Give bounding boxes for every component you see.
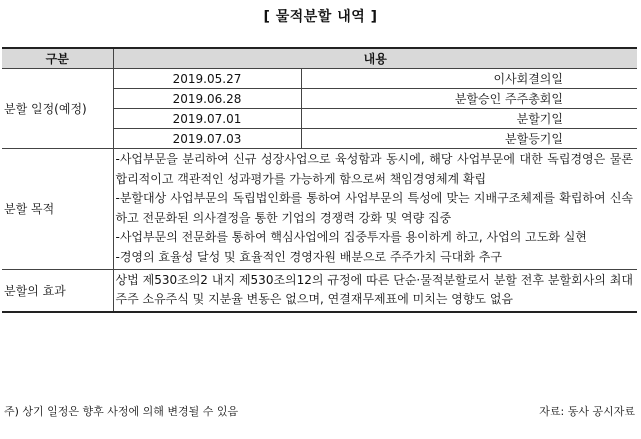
schedule-date: 2019.07.01 [113, 109, 301, 129]
purpose-row [2, 149, 637, 270]
effect-row [2, 269, 637, 312]
purpose-item: -경영의 효율성 달성 및 효율적인 경영자원 배분으로 주주가치 극대화 추구 [115, 249, 502, 264]
footnote: 주) 상기 일정은 향후 사정에 의해 변경될 수 있음 [4, 405, 239, 418]
table-header-row [2, 48, 637, 69]
schedule-event: 분할등기일 [301, 129, 637, 149]
purpose-content [113, 149, 637, 270]
purpose-label: 분할 목적 [2, 149, 113, 270]
document-title: [ 물적분할 내역 ] [263, 9, 378, 25]
purpose-item: -사업부문의 전문화를 통하여 핵심사업에의 집중투자를 용이하게 하고, 사업의 고도화 실현 [115, 230, 587, 245]
schedule-date: 2019.05.27 [113, 69, 301, 89]
split-details-table [2, 47, 637, 313]
schedule-date: 2019.06.28 [113, 89, 301, 109]
schedule-date: 2019.07.03 [113, 129, 301, 149]
schedule-event: 분할기일 [301, 109, 637, 129]
header-category: 구분 [2, 48, 113, 69]
purpose-item: -사업부문을 분리하여 신규 성장사업으로 육성함과 동시에, 해당 사업부문에 대한 독립경영은 물론 합리적이고 객관적인 성과평가를 가능하게 함으로써 책임경영체계 확립 [115, 152, 633, 186]
schedule-label: 분할 일정(예정) [2, 69, 113, 149]
effect-label: 분할의 효과 [2, 269, 113, 312]
source-note: 자료: 동사 공시자료 [539, 405, 635, 418]
schedule-row [2, 69, 637, 89]
effect-content: 상법 제530조의2 내지 제530조의12의 규정에 따른 단순·물적분할로서 분할 전후 분할회사의 최대주주 소유주식 및 지분율 변동은 없으며, 연결재무제표에 미치는 영향도 없음 [113, 269, 637, 312]
header-content: 내용 [113, 48, 637, 69]
schedule-event: 이사회결의일 [301, 69, 637, 89]
schedule-event: 분할승인 주주총회일 [301, 89, 637, 109]
purpose-item: -분할대상 사업부문의 독립법인화를 통하여 사업부문의 특성에 맞는 지배구조체제를 확립하여 신속하고 전문화된 의사결정을 통한 기업의 경쟁력 강화 및 역량 집중 [115, 191, 633, 225]
